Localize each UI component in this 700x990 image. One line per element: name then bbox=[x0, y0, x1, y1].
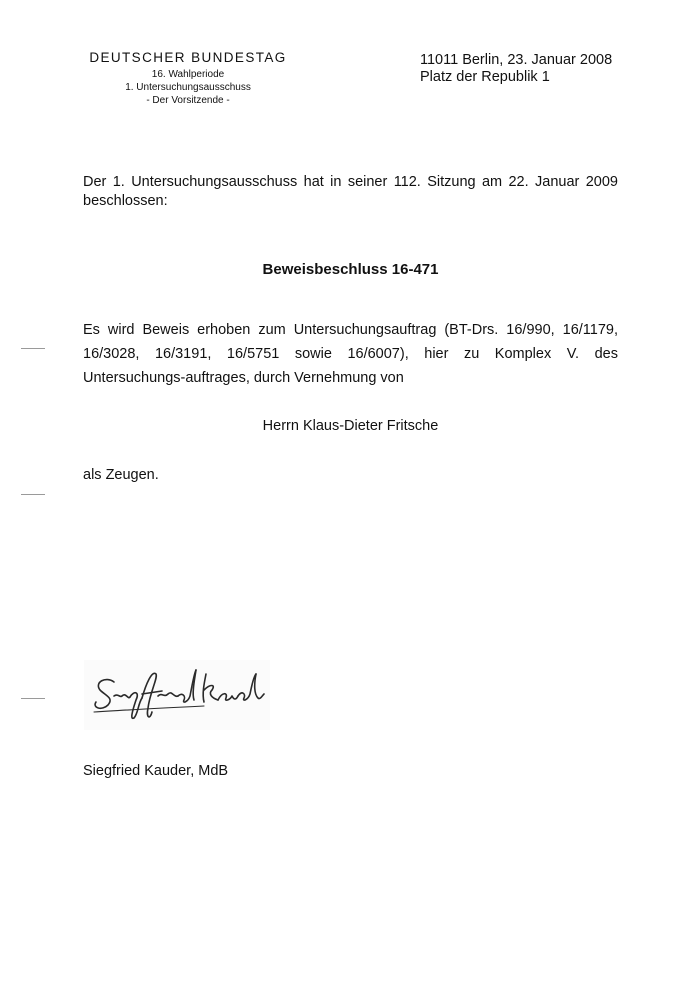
intro-paragraph: Der 1. Untersuchungsausschuss hat in seiner 112. Sitzung am 22. Januar 2009 beschlossen: bbox=[83, 174, 618, 209]
chair-role: - Der Vorsitzende - bbox=[146, 94, 230, 106]
organization-name: DEUTSCHER BUNDESTAG bbox=[89, 50, 287, 65]
signer-name: Siegfried Kauder, MdB bbox=[83, 763, 229, 779]
street-line: Platz der Republik 1 bbox=[420, 69, 550, 85]
witness-name: Herrn Klaus-Dieter Fritsche bbox=[262, 418, 439, 434]
margin-mark bbox=[21, 348, 45, 349]
decision-body: Es wird Beweis erhoben zum Untersuchungsauftrag (BT-Drs. 16/990, 16/1179, 16/3028, 16/3191, 16/5751 sowie 16/6007), hier zu Komplex V. des Untersuchungs-auftrages, durch Vernehmung von bbox=[83, 322, 618, 386]
witness-role-text: als Zeugen. bbox=[83, 467, 159, 483]
decision-title: Beweisbeschluss 16-471 bbox=[262, 261, 439, 278]
handwritten-signature bbox=[84, 660, 270, 730]
sender-address bbox=[420, 52, 612, 86]
committee-name: 1. Untersuchungsausschuss bbox=[125, 81, 251, 93]
legislative-period: 16. Wahlperiode bbox=[151, 68, 225, 80]
date-line: 11011 Berlin, 23. Januar 2008 bbox=[420, 52, 613, 68]
letterhead bbox=[78, 50, 298, 107]
margin-mark bbox=[21, 494, 45, 495]
margin-mark bbox=[21, 698, 45, 699]
